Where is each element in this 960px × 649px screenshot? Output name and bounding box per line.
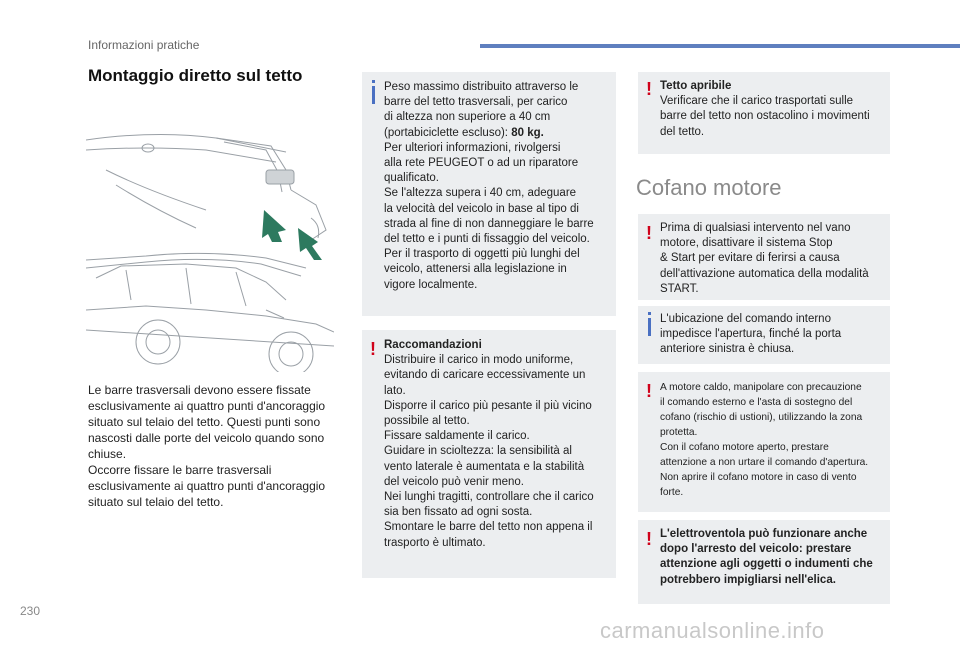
- box-line: protetta.: [660, 427, 698, 438]
- body-line: esclusivamente ai quattro punti d'ancoraggio: [88, 399, 326, 413]
- info-icon: [372, 86, 375, 104]
- box-line: impedisce l'apertura, finché la porta: [660, 328, 842, 341]
- warning-line: Disporre il carico più pesante il più vicino: [384, 399, 592, 412]
- warning-line: Distribuire il carico in modo uniforme,: [384, 354, 574, 367]
- warning-line: evitando di caricare eccessivamente un: [384, 369, 586, 382]
- warning-line: sia ben fissato ad ogni sosta.: [384, 506, 533, 519]
- info-line: Peso massimo distribuito attraverso le: [384, 81, 579, 93]
- body-line: situato sul telaio del tetto. Questi punti sono: [88, 415, 321, 429]
- box-line: attenzione a non urtare il comando d'apertura.: [660, 457, 869, 468]
- warning-icon: !: [646, 223, 652, 243]
- info-line: di altezza non superiore a 40 cm: [384, 111, 551, 124]
- info-line: Per ulteriori informazioni, rivolgersi: [384, 141, 561, 154]
- info-line: alla rete PEUGEOT o ad un riparatore: [384, 157, 579, 170]
- body-line: chiuse.: [88, 447, 127, 461]
- info-line: barre del tetto trasversali, per carico: [384, 96, 568, 109]
- page-number: 230: [20, 604, 41, 618]
- info-icon: [648, 318, 651, 336]
- warning-box-sunroof: [638, 72, 890, 154]
- box-line: attenzione agli oggetti o indumenti che: [660, 558, 873, 571]
- info-line: Per il trasporto di oggetti più lunghi del: [384, 248, 580, 261]
- sunroof-title: Tetto apribile: [660, 80, 732, 92]
- warning-icon: !: [370, 339, 376, 359]
- body-text: [88, 382, 336, 510]
- info-line: del tetto e i punti di fissaggio del veicolo.: [384, 233, 590, 246]
- warning-box-electric-fan: [638, 520, 890, 604]
- warning-box-stop-start: [638, 214, 890, 300]
- warning-icon: !: [646, 79, 652, 99]
- box-line: Prima di qualsiasi intervento nel vano: [660, 222, 851, 234]
- warning-line: lato.: [384, 384, 406, 397]
- body-line: situato sul telaio del tetto.: [88, 495, 224, 509]
- weight-value: 80 kg.: [511, 126, 544, 139]
- info-line: qualificato.: [384, 172, 439, 185]
- info-box-interior-control: [638, 306, 890, 364]
- warning-icon: !: [646, 381, 652, 401]
- box-line: & Start per evitare di ferirsi a causa: [660, 252, 840, 265]
- warning-line: trasporto è ultimato.: [384, 536, 486, 549]
- box-line: cofano (rischio di ustioni), utilizzando la zona: [660, 412, 863, 423]
- box-line: L'ubicazione del comando interno: [660, 313, 831, 325]
- warning-box-recommendations: [362, 330, 616, 578]
- warning-line: Nei lunghi tragitti, controllare che il carico: [384, 491, 594, 504]
- watermark: carmanualsonline.info: [600, 618, 825, 643]
- warning-line: Fissare saldamente il carico.: [384, 430, 530, 443]
- info-box-load: [362, 72, 616, 316]
- box-line: Non aprire il cofano motore in caso di vento: [660, 472, 857, 483]
- warning-line: possibile al tetto.: [384, 415, 470, 428]
- warning-line: vento laterale è aumentata e la stabilità: [384, 460, 585, 473]
- info-line: veicolo, attenersi alla legislazione in: [384, 263, 567, 276]
- info-line: la velocità del veicolo in base al tipo di: [384, 202, 579, 215]
- box-line: forte.: [660, 487, 684, 498]
- sunroof-line: Verificare che il carico trasportati sulle: [660, 95, 854, 108]
- info-line: Se l'altezza supera i 40 cm, adeguare: [384, 187, 577, 200]
- body-line: esclusivamente ai quattro punti d'ancoraggio: [88, 479, 326, 493]
- box-line: il comando esterno e l'asta di sostegno del: [660, 397, 853, 408]
- box-line: anteriore sinistra è chiusa.: [660, 343, 795, 356]
- warning-line: Guidare in scioltezza: la sensibilità al: [384, 445, 572, 458]
- warning-line: Smontare le barre del tetto non appena il: [384, 521, 593, 534]
- sunroof-line: del tetto.: [660, 125, 705, 138]
- section-label: Informazioni pratiche: [88, 38, 200, 52]
- info-line: strada al fine di non danneggiare le barre: [384, 217, 594, 230]
- warning-line: del veicolo può venir meno.: [384, 475, 524, 488]
- box-line: L'elettroventola può funzionare anche: [660, 528, 868, 540]
- box-line: Con il cofano motore aperto, prestare: [660, 442, 829, 453]
- header-accent-bar: [480, 44, 960, 48]
- box-line: dopo l'arresto del veicolo: prestare: [660, 543, 852, 556]
- warning-title: Raccomandazioni: [384, 339, 482, 351]
- box-line: motore, disattivare il sistema Stop: [660, 237, 833, 250]
- section-title-bonnet: Cofano motore: [636, 175, 782, 200]
- box-line: START.: [660, 282, 699, 295]
- info-line: vigore localmente.: [384, 278, 478, 291]
- sunroof-line: barre del tetto non ostacolino i movimenti: [660, 110, 870, 123]
- warning-box-hot-engine: [638, 372, 890, 512]
- car-roof-bars-illustration: [86, 110, 334, 372]
- weight-prefix: (portabiciclette escluso):: [384, 126, 512, 139]
- box-line: potrebbero impigliarsi nell'elica.: [660, 573, 836, 586]
- body-line: Le barre trasversali devono essere fissate: [88, 383, 311, 397]
- page-title: Montaggio diretto sul tetto: [88, 66, 303, 85]
- box-line: dell'attivazione automatica della modalità: [660, 267, 869, 280]
- info-line-weight: [384, 126, 612, 141]
- box-line: A motore caldo, manipolare con precauzione: [660, 382, 862, 393]
- body-line: Occorre fissare le barre trasversali: [88, 463, 272, 477]
- body-line: nascosti dalle porte del veicolo quando sono: [88, 431, 325, 445]
- warning-icon: !: [646, 529, 652, 549]
